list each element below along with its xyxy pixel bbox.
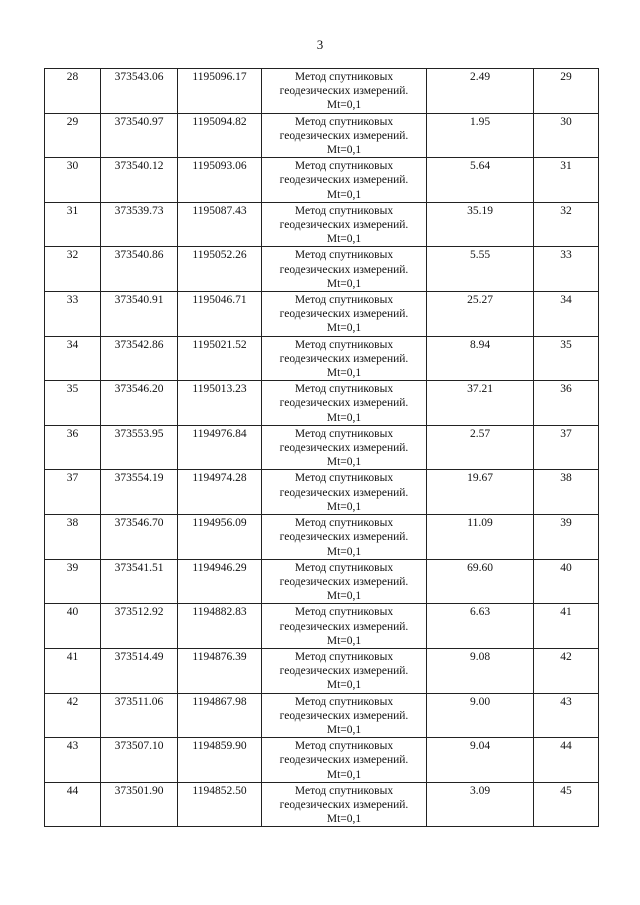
x-coordinate-cell: 373512.92 [101, 604, 178, 649]
next-point-cell: 41 [534, 604, 599, 649]
method-text-line1: Метод спутниковых [294, 740, 394, 753]
method-text-line2: геодезических измерений. [279, 174, 409, 187]
table-row [45, 69, 599, 114]
method-text-line1: Метод спутниковых [294, 784, 394, 797]
method-text-line2: геодезических измерений. [279, 620, 409, 633]
method-text-line2: геодезических измерений. [279, 665, 409, 678]
method-text-line1: Метод спутниковых [294, 294, 394, 307]
table-row [45, 292, 599, 337]
method-text-line3: Mt=0,1 [326, 679, 362, 692]
point-number-cell: 29 [45, 113, 101, 158]
y-coordinate-cell: 1195021.52 [178, 336, 262, 381]
coordinates-table [44, 68, 599, 827]
table-row [45, 559, 599, 604]
y-coordinate-cell: 1194852.50 [178, 782, 262, 827]
method-text-line1: Метод спутниковых [294, 695, 394, 708]
y-coordinate-cell: 1194974.28 [178, 470, 262, 515]
next-point-cell: 30 [534, 113, 599, 158]
distance-cell: 6.63 [427, 604, 534, 649]
method-text-line2: геодезических измерений. [279, 754, 409, 767]
next-point-cell: 34 [534, 292, 599, 337]
next-point-cell: 29 [534, 69, 599, 114]
y-coordinate-cell: 1195046.71 [178, 292, 262, 337]
page-number: 3 [316, 37, 324, 52]
method-text-line3: Mt=0,1 [326, 233, 362, 246]
method-text-line3: Mt=0,1 [326, 367, 362, 380]
point-number-cell: 38 [45, 515, 101, 560]
method-cell [262, 515, 427, 560]
table-row [45, 336, 599, 381]
method-text-line1: Метод спутниковых [294, 115, 394, 128]
table-body [45, 69, 599, 827]
next-point-cell: 43 [534, 693, 599, 738]
method-text-line2: геодезических измерений. [279, 709, 409, 722]
point-number-cell: 36 [45, 425, 101, 470]
table-row [45, 381, 599, 426]
next-point-cell: 35 [534, 336, 599, 381]
point-number-cell: 41 [45, 648, 101, 693]
method-text-line1: Метод спутниковых [294, 561, 394, 574]
distance-cell: 35.19 [427, 202, 534, 247]
x-coordinate-cell: 373554.19 [101, 470, 178, 515]
y-coordinate-cell: 1194859.90 [178, 738, 262, 783]
method-text-line1: Метод спутниковых [294, 249, 394, 262]
distance-cell: 1.95 [427, 113, 534, 158]
method-cell [262, 381, 427, 426]
distance-cell: 5.64 [427, 158, 534, 203]
method-text-line3: Mt=0,1 [326, 99, 362, 112]
next-point-cell: 31 [534, 158, 599, 203]
method-text-line1: Метод спутниковых [294, 338, 394, 351]
method-text-line3: Mt=0,1 [326, 411, 362, 424]
x-coordinate-cell: 373514.49 [101, 648, 178, 693]
method-text-line2: геодезических измерений. [279, 85, 409, 98]
method-text-line3: Mt=0,1 [326, 590, 362, 603]
distance-cell: 19.67 [427, 470, 534, 515]
method-cell [262, 604, 427, 649]
method-text-line2: геодезических измерений. [279, 575, 409, 588]
y-coordinate-cell: 1194976.84 [178, 425, 262, 470]
next-point-cell: 32 [534, 202, 599, 247]
method-text-line3: Mt=0,1 [326, 634, 362, 647]
method-text-line2: геодезических измерений. [279, 798, 409, 811]
distance-cell: 69.60 [427, 559, 534, 604]
method-text-line1: Метод спутниковых [294, 71, 394, 83]
method-text-line3: Mt=0,1 [326, 813, 362, 826]
distance-cell: 5.55 [427, 247, 534, 292]
table-row [45, 604, 599, 649]
point-number-cell: 44 [45, 782, 101, 827]
y-coordinate-cell: 1195052.26 [178, 247, 262, 292]
table-row [45, 693, 599, 738]
point-number-cell: 33 [45, 292, 101, 337]
next-point-cell: 40 [534, 559, 599, 604]
table-row [45, 470, 599, 515]
distance-cell: 9.00 [427, 693, 534, 738]
method-text-line3: Mt=0,1 [326, 277, 362, 290]
method-text-line1: Метод спутниковых [294, 383, 394, 396]
point-number-cell: 32 [45, 247, 101, 292]
x-coordinate-cell: 373540.97 [101, 113, 178, 158]
method-cell [262, 738, 427, 783]
y-coordinate-cell: 1194876.39 [178, 648, 262, 693]
y-coordinate-cell: 1195096.17 [178, 69, 262, 114]
x-coordinate-cell: 373501.90 [101, 782, 178, 827]
method-text-line1: Метод спутниковых [294, 472, 394, 485]
method-cell [262, 425, 427, 470]
point-number-cell: 42 [45, 693, 101, 738]
method-text-line1: Метод спутниковых [294, 517, 394, 530]
x-coordinate-cell: 373511.06 [101, 693, 178, 738]
x-coordinate-cell: 373507.10 [101, 738, 178, 783]
method-cell [262, 113, 427, 158]
distance-cell: 11.09 [427, 515, 534, 560]
point-number-cell: 34 [45, 336, 101, 381]
y-coordinate-cell: 1194882.83 [178, 604, 262, 649]
next-point-cell: 36 [534, 381, 599, 426]
point-number-cell: 30 [45, 158, 101, 203]
method-text-line3: Mt=0,1 [326, 768, 362, 781]
method-text-line2: геодезических измерений. [279, 442, 409, 455]
x-coordinate-cell: 373539.73 [101, 202, 178, 247]
x-coordinate-cell: 373540.12 [101, 158, 178, 203]
method-text-line2: геодезических измерений. [279, 308, 409, 321]
method-cell [262, 470, 427, 515]
method-text-line3: Mt=0,1 [326, 456, 362, 469]
next-point-cell: 44 [534, 738, 599, 783]
method-text-line1: Метод спутниковых [294, 204, 394, 217]
y-coordinate-cell: 1194867.98 [178, 693, 262, 738]
y-coordinate-cell: 1195087.43 [178, 202, 262, 247]
point-number-cell: 37 [45, 470, 101, 515]
method-text-line1: Метод спутниковых [294, 427, 394, 440]
next-point-cell: 39 [534, 515, 599, 560]
x-coordinate-cell: 373540.86 [101, 247, 178, 292]
table-row [45, 158, 599, 203]
point-number-cell: 43 [45, 738, 101, 783]
point-number-cell: 35 [45, 381, 101, 426]
method-text-line2: геодезических измерений. [279, 219, 409, 232]
next-point-cell: 37 [534, 425, 599, 470]
method-text-line3: Mt=0,1 [326, 500, 362, 513]
method-text-line3: Mt=0,1 [326, 188, 362, 201]
distance-cell: 37.21 [427, 381, 534, 426]
method-cell [262, 202, 427, 247]
distance-cell: 2.49 [427, 69, 534, 114]
point-number-cell: 28 [45, 69, 101, 114]
next-point-cell: 38 [534, 470, 599, 515]
x-coordinate-cell: 373541.51 [101, 559, 178, 604]
table-row [45, 113, 599, 158]
x-coordinate-cell: 373553.95 [101, 425, 178, 470]
table-row [45, 425, 599, 470]
table-row [45, 738, 599, 783]
x-coordinate-cell: 373540.91 [101, 292, 178, 337]
distance-cell: 2.57 [427, 425, 534, 470]
method-text-line2: геодезических измерений. [279, 486, 409, 499]
table-row [45, 515, 599, 560]
x-coordinate-cell: 373542.86 [101, 336, 178, 381]
method-text-line3: Mt=0,1 [326, 723, 362, 736]
distance-cell: 25.27 [427, 292, 534, 337]
method-cell [262, 559, 427, 604]
method-cell [262, 693, 427, 738]
y-coordinate-cell: 1194956.09 [178, 515, 262, 560]
method-text-line1: Метод спутниковых [294, 160, 394, 173]
x-coordinate-cell: 373543.06 [101, 69, 178, 114]
y-coordinate-cell: 1195013.23 [178, 381, 262, 426]
method-cell [262, 292, 427, 337]
table-row [45, 247, 599, 292]
method-text-line1: Метод спутниковых [294, 650, 394, 663]
method-cell [262, 69, 427, 114]
table-row [45, 782, 599, 827]
point-number-cell: 39 [45, 559, 101, 604]
method-text-line2: геодезических измерений. [279, 352, 409, 365]
method-cell [262, 158, 427, 203]
y-coordinate-cell: 1195093.06 [178, 158, 262, 203]
distance-cell: 3.09 [427, 782, 534, 827]
distance-cell: 9.04 [427, 738, 534, 783]
point-number-cell: 31 [45, 202, 101, 247]
method-text-line2: геодезических измерений. [279, 397, 409, 410]
next-point-cell: 42 [534, 648, 599, 693]
method-cell [262, 648, 427, 693]
y-coordinate-cell: 1194946.29 [178, 559, 262, 604]
method-text-line2: геодезических измерений. [279, 531, 409, 544]
method-text-line3: Mt=0,1 [326, 545, 362, 558]
table-row [45, 202, 599, 247]
method-cell [262, 336, 427, 381]
method-cell [262, 247, 427, 292]
next-point-cell: 33 [534, 247, 599, 292]
distance-cell: 9.08 [427, 648, 534, 693]
method-text-line3: Mt=0,1 [326, 322, 362, 335]
next-point-cell: 45 [534, 782, 599, 827]
method-text-line2: геодезических измерений. [279, 129, 409, 142]
x-coordinate-cell: 373546.70 [101, 515, 178, 560]
method-text-line2: геодезических измерений. [279, 263, 409, 276]
method-text-line1: Метод спутниковых [294, 606, 394, 619]
distance-cell: 8.94 [427, 336, 534, 381]
method-text-line3: Mt=0,1 [326, 144, 362, 157]
method-cell [262, 782, 427, 827]
y-coordinate-cell: 1195094.82 [178, 113, 262, 158]
point-number-cell: 40 [45, 604, 101, 649]
table-row [45, 648, 599, 693]
x-coordinate-cell: 373546.20 [101, 381, 178, 426]
